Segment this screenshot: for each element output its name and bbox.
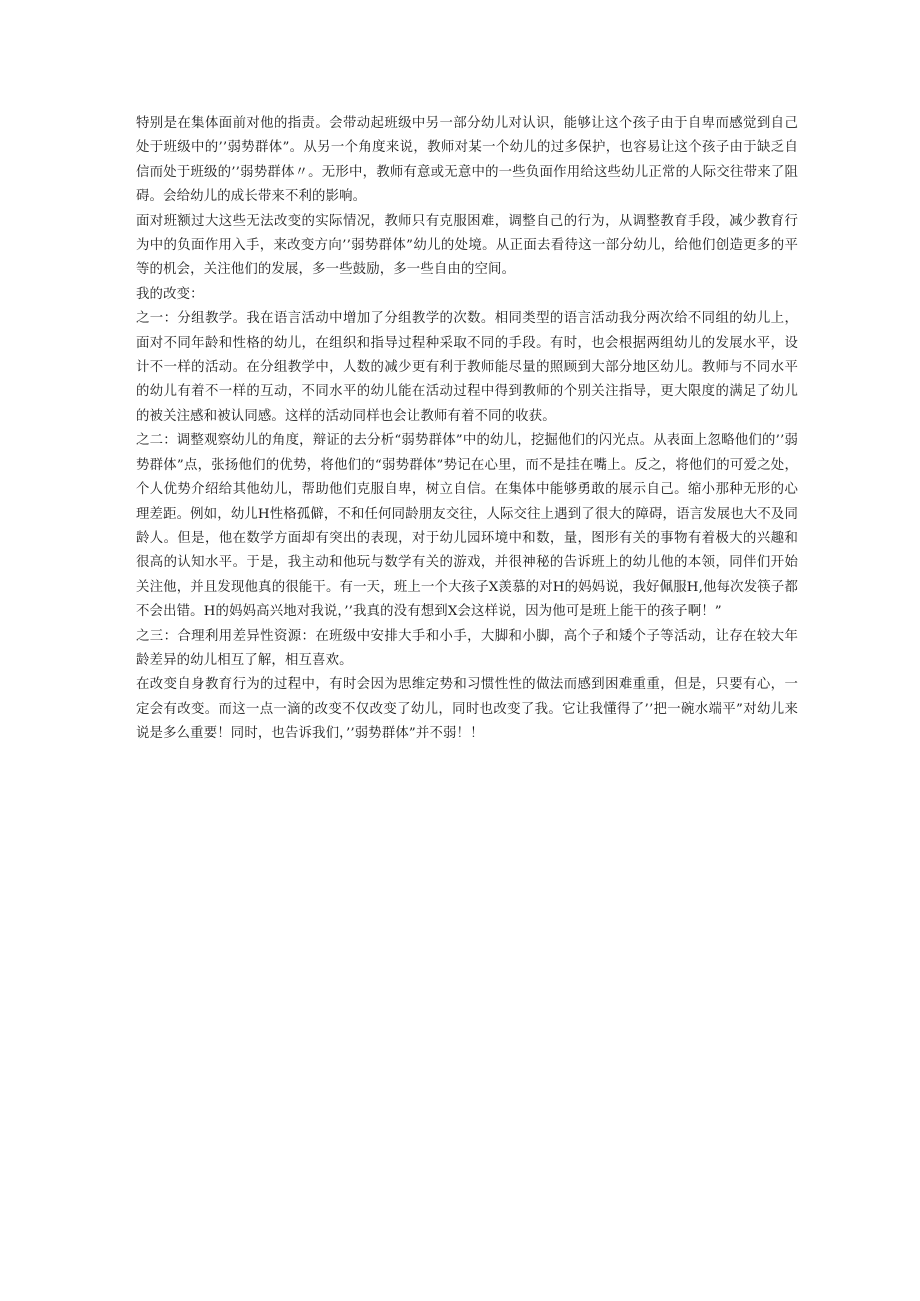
paragraph-change-three: 之三：合理利用差异性资源：在班级中安排大手和小手，大脚和小脚，高个子和矮个子等活动，让存在较大年龄差异的幼儿相互了解，相互喜欢。 [136, 628, 798, 668]
paragraph-my-changes-heading: 我的改变： [136, 286, 204, 302]
paragraph-conclusion: 在改变自身教育行为的过程中，有时会因为思维定势和习惯性性的做法而感到困难重重，但是，只要有心，一定会有改变。而这一点一滴的改变不仅改变了幼儿，同时也改变了我。它让我懂得了’’把一碗水端平”对幼儿来说是多么重要！同时，也告诉我们，’’弱势群体”并不弱！！ [136, 677, 798, 742]
paragraph-intro-continuation: 特别是在集体面前对他的指责。会带动起班级中另一部分幼儿对认识，能够让这个孩子由于自卑而感觉到自己处于班级中的’’弱势群体”。从另一个角度来说，教师对某一个幼儿的过多保护，也容易让这个孩子由于缺乏自信而处于班级的’’弱势群体〃。无形中，教师有意或无意中的一些负面作用给这些幼儿正常的人际交往带来了阻碍。会给幼儿的成长带来不利的影响。 [136, 116, 798, 205]
paragraph-change-one: 之一：分组教学。我在语言活动中增加了分组教学的次数。相同类型的语言活动我分两次给不同组的幼儿上，面对不同年龄和性格的幼儿，在组织和指导过程种采取不同的手段。有时，也会根据两组幼儿的发展水平，设计不一样的活动。在分组教学中，人数的减少更有利于教师能尽量的照顾到大部分地区幼儿。教师与不同水平的幼儿有着不一样的互动，不同水平的幼儿能在活动过程中得到教师的个别关注指导，更大限度的满足了幼儿的被关注感和被认同感。这样的活动同样也会让教师有着不同的收获。 [136, 311, 798, 424]
paragraph-change-two: 之二：调整观察幼儿的角度，辩证的去分析“弱势群体”中的幼儿，挖掘他们的闪光点。从表面上忽略他们的’’弱势群体”点，张扬他们的优势，将他们的“弱势群体”势记在心里，而不是挂在嘴上。反之，将他们的可爱之处，个人优势介绍给其他幼儿，帮助他们克服自卑，树立自信。在集体中能够勇敢的展示自己。缩小那种无形的心理差距。例如，幼儿H性格孤僻，不和任何同龄朋友交往，人际交往上遇到了很大的障碍，语言发展也大不及同龄人。但是，他在数学方面却有突出的表现，对于幼儿园环境中和数，量，图形有关的事物有着极大的兴趣和很高的认知水平。于是，我主动和他玩与数学有关的游戏，并很神秘的告诉班上的幼儿他的本领，同伴们开始关注他，并且发现他真的很能干。有一天，班上一个大孩子X羡慕的对H的妈妈说，我好佩服H,他每次发筷子都不会出错。H的妈妈高兴地对我说，’’我真的没有想到X会这样说，因为他可是班上能干的孩子啊！” [136, 433, 798, 620]
document-body [136, 112, 798, 747]
paragraph-class-size: 面对班额过大这些无法改变的实际情况，教师只有克服困难，调整自己的行为，从调整教育手段，减少教育行为中的负面作用入手，来改变方向’’弱势群体”幼儿的处境。从正面去看待这一部分幼儿，给他们创造更多的平等的机会，关注他们的发展，多一些鼓励，多一些自由的空间。 [136, 213, 798, 278]
